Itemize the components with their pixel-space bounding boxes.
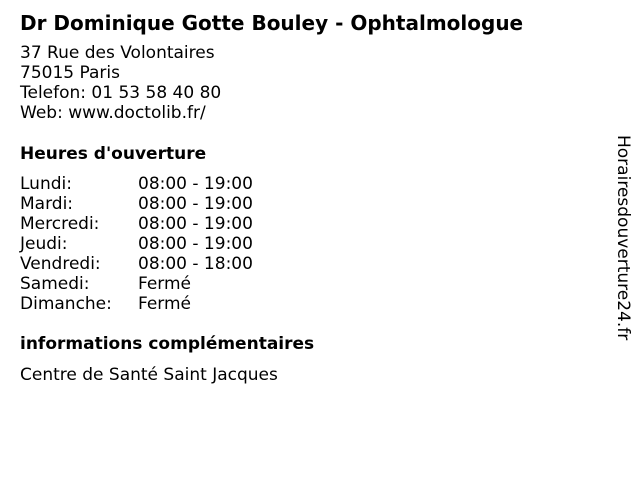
hours-day: Mardi:: [20, 194, 74, 214]
hours-day: Jeudi:: [20, 234, 68, 254]
phone-number: Telefon: 01 53 58 40 80: [20, 83, 222, 103]
hours-time: 08:00 - 19:00: [138, 214, 253, 234]
page-title: Dr Dominique Gotte Bouley - Ophtalmologue: [20, 11, 524, 35]
website: Web: www.doctolib.fr/: [20, 103, 206, 123]
hours-time: Fermé: [138, 294, 192, 314]
street-address: 37 Rue des Volontaires: [20, 43, 215, 63]
opening-hours-heading: Heures d'ouverture: [20, 144, 207, 164]
hours-time: 08:00 - 18:00: [138, 254, 253, 274]
hours-day: Lundi:: [20, 174, 72, 194]
additional-info-text: Centre de Santé Saint Jacques: [20, 365, 278, 385]
hours-day: Samedi:: [20, 274, 90, 294]
hours-day: Mercredi:: [20, 214, 100, 234]
hours-day: Vendredi:: [20, 254, 101, 274]
site-watermark: Horairesdouverture24.fr: [613, 135, 633, 341]
address-block: [20, 43, 221, 123]
postal-city: 75015 Paris: [20, 63, 120, 83]
hours-day: Dimanche:: [20, 294, 112, 314]
hours-time: Fermé: [138, 274, 192, 294]
hours-time: 08:00 - 19:00: [138, 194, 253, 214]
hours-time: 08:00 - 19:00: [138, 234, 253, 254]
hours-time: 08:00 - 19:00: [138, 174, 253, 194]
additional-info-heading: informations complémentaires: [20, 334, 315, 354]
